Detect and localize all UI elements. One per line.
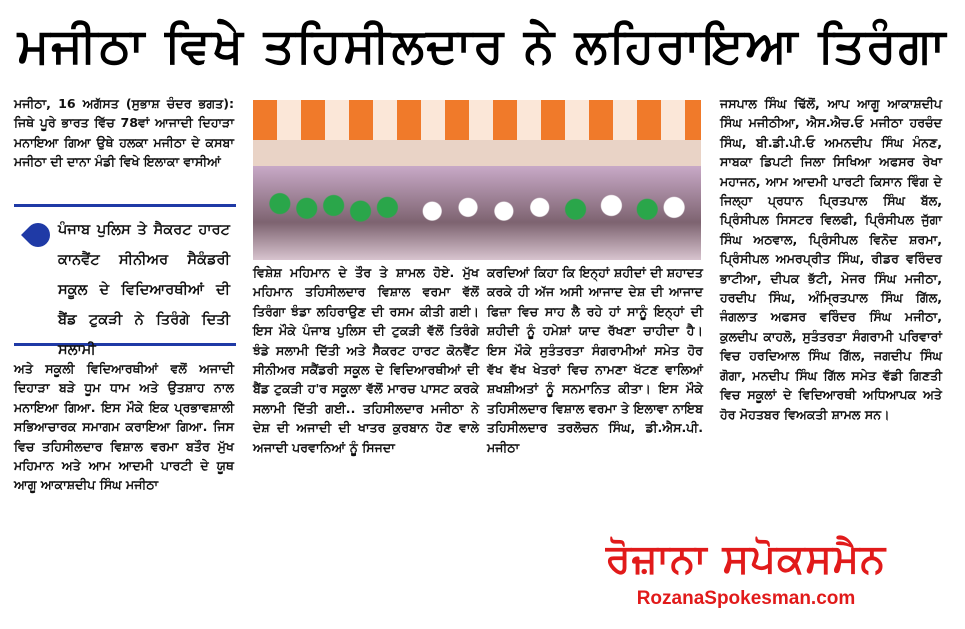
article-paragraph: ਅਤੇ ਸਕੂਲੀ ਵਿਦਿਆਰਥੀਆਂ ਵਲੋਂ ਅਜਾਦੀ ਦਿਹਾੜਾ ਬੜੇ ਧੂਮ ਧਾਮ ਅਤੇ ਉਤਸ਼ਾਹ ਨਾਲ ਮਨਾਇਆ ਗਿਆ. ਇਸ ਮੌਕੇ ਇਕ ਪ੍ਰਭਾਵਸ਼ਾਲੀ ਸਭਿਆਚਾਰਕ ਸਮਾਗਮ ਕਰਾਇਆ ਗਿਆ. ਜਿਸ ਵਿਚ ਤਹਿਸੀਲਦਾਰ ਵਿਸ਼ਾਲ ਵਰਮਾ ਬਤੌਰ ਮੁੱਖ ਮਹਿਮਾਨ ਅਤੇ ਆਮ ਆਦਮੀ ਪਾਰਟੀ ਦੇ ਯੂਥ ਆਗੂ ਆਕਾਸ਼ਦੀਪ ਸਿੰਘ ਮਜੀਠਾ xyxy=(14,361,234,493)
article-paragraph: ਮਜੀਠਾ, 16 ਅਗੱਸਤ (ਸੁਭਾਸ਼ ਚੰਦਰ ਭਗਤ): ਜਿਥੇ ਪੂਰੇ ਭਾਰਤ ਵਿੱਚ 78ਵਾਂ ਆਜਾਦੀ ਦਿਹਾੜਾ ਮਨਾਇਆ ਗਿਆ ਉਥੇ ਹਲਕਾ ਮਜੀਠਾ ਦੇ ਕਸਬਾ ਮਜੀਠਾ ਦੀ ਦਾਨਾ ਮੰਡੀ ਵਿਖੇ ਇਲਾਕਾ ਵਾਸੀਆਂ xyxy=(14,96,234,170)
article-paragraph: ਜਸਪਾਲ ਸਿੰਘ ਢਿੱਲੋਂ, ਆਪ ਆਗੂ ਆਕਾਸ਼ਦੀਪ ਸਿੰਘ ਮਜੀਠੀਆ, ਐਸ.ਐਚ.ਓ ਮਜੀਠਾ ਹਰਚੰਦ ਸਿੰਘ, ਬੀ.ਡੀ.ਪੀ.ਓ ਅਮਨਦੀਪ ਸਿੰਘ ਮੰਨਣ, ਸਾਬਕਾ ਡਿਪਟੀ ਜਿਲਾ ਸਿਖਿਆ ਅਫਸਰ ਰੇਖਾ ਮਹਾਜਨ, ਆਮ ਆਦਮੀ ਪਾਰਟੀ ਕਿਸਾਨ ਵਿੰਗ ਦੇ ਜਿਲ੍ਹਾ ਪ੍ਰਧਾਨ ਪ੍ਰਿਤਪਾਲ ਸਿੰਘ ਬੱਲ, ਪ੍ਰਿੰਸੀਪਲ ਸਿਸਟਰ ਵਿਲਫੀ, ਪ੍ਰਿੰਸੀਪਲ ਜੁੱਗਾ ਸਿੰਘ ਅਠਵਾਲ, ਪ੍ਰਿੰਸੀਪਲ ਵਿਨੋਦ ਸ਼ਰਮਾ, ਪ੍ਰਿੰਸੀਪਲ ਅਮਰਪ੍ਰੀਤ ਸਿੰਘ, ਰੀਡਰ ਵਰਿੰਦਰ ਭਾਟੀਆ, ਦੀਪਕ ਭੱਟੀ, ਮੇਜਰ ਸਿੰਘ ਮਜੀਠਾ, ਹਰਦੀਪ ਸਿੰਘ, ਅੰਮ੍ਰਿਤਪਾਲ ਸਿੰਘ ਗਿੱਲ, ਜੰਗਲਾਤ ਅਫਸਰ ਵਰਿੰਦਰ ਸਿੰਘ ਮਜੀਠਾ, ਕੁਲਦੀਪ ਕਾਹਲੋ, ਸੁਤੰਤਰਤਾ ਸੰਗਰਾਮੀ ਪਰਿਵਾਰਾਂ ਵਿਚ ਹਰਦਿਆਲ ਸਿੰਘ ਗਿੱਲ, ਜਗਦੀਪ ਸਿੰਘ ਗੋਗਾ, ਮਨਦੀਪ ਸਿੰਘ ਗਿੱਲ ਸਮੇਤ ਵੱਡੀ ਗਿਣਤੀ ਵਿਚ ਸਕੂਲਾਂ ਦੇ ਵਿਦਿਆਰਥੀ ਅਧਿਆਪਕ ਅਤੇ ਹੋਰ ਮੋਹਤਬਰ ਵਿਅਕਤੀ ਸ਼ਾਮਲ ਸਨ। xyxy=(720,96,942,422)
highlight-blurb xyxy=(14,204,236,358)
headline: ਮਜੀਠਾ ਵਿਖੇ ਤਹਿਸੀਲਦਾਰ ਨੇ ਲਹਿਰਾਇਆ ਤਿਰੰਗਾ xyxy=(17,18,948,74)
masthead-url: RozanaSpokesman.com xyxy=(636,588,856,609)
masthead-logo: ਰੋਜ਼ਾਨਾ ਸਪੋਕਸਮੈਨ xyxy=(605,536,887,582)
article-paragraph: ਵਿਸ਼ੇਸ਼ ਮਹਿਮਾਨ ਦੇ ਤੌਰ ਤੇ ਸ਼ਾਮਲ ਹੋਏ. ਮੁੱਖ ਮਹਿਮਾਨ ਤਹਿਸੀਲਦਾਰ ਵਿਸ਼ਾਲ ਵਰਮਾ ਵੱਲੋਂ ਤਿਰੰਗਾ ਝੰਡਾ ਲਹਿਰਾਉਣ ਦੀ ਰਸਮ ਕੀਤੀ ਗਈ। ਇਸ ਮੌਕੇ ਪੰਜਾਬ ਪੁਲਿਸ ਦੀ ਟੁਕੜੀ ਵੱਲੋਂ ਤਿਰੰਗੇ ਝੰਡੇ ਸਲਾਮੀ ਦਿੱਤੀ ਅਤੇ ਸੈਕਰਟ ਹਾਰਟ ਕੋਨਵੈਂਟ ਸੀਨੀਅਰ ਸਕੈਂਡਰੀ ਸਕੂਲ ਦੇ ਵਿਦਿਆਰਥੀਆਂ ਦੀ ਬੈਂਡ ਟੁਕੜੀ ਹ'ਰ ਸਕੂਲਾ ਵੱਲੋਂ ਮਾਰਚ ਪਾਸਟ ਕਰਕੇ ਸਲਾਮੀ ਦਿੱਤੀ ਗਈ.. ਤਹਿਸੀਲਦਾਰ ਮਜੀਠਾ ਨੇ ਦੇਸ਼ ਦੀ ਅਜਾਦੀ ਦੀ ਖਾਤਰ ਕੁਰਬਾਨ ਹੋਣ ਵਾਲੇ ਅਜਾਦੀ ਪਰਵਾਨਿਆਂ ਨੂੰ ਸਿਜਦਾ xyxy=(253,265,479,455)
photo-canopy xyxy=(253,100,701,140)
article-column-1-bottom xyxy=(14,359,234,495)
article-paragraph: ਕਰਦਿਆਂ ਕਿਹਾ ਕਿ ਇਨ੍ਹਾਂ ਸ਼ਹੀਦਾਂ ਦੀ ਸ਼ਹਾਦਤ ਕਰਕੇ ਹੀ ਅੱਜ ਅਸੀ ਆਜਾਦ ਦੇਸ਼ ਦੀ ਆਜਾਦ ਫਿਜ਼ਾ ਵਿਚ ਸਾਹ ਲੈ ਰਹੇ ਹਾਂ ਸਾਨੂੰ ਇਨ੍ਹਾਂ ਦੀ ਸ਼ਹੀਦੀ ਨੂੰ ਹਮੇਸ਼ਾਂ ਯਾਦ ਰੱਖਣਾ ਚਾਹੀਦਾ ਹੈ। ਇਸ ਮੌਕੇ ਸੁਤੰਤਰਤਾ ਸੰਗਰਾਮੀਆਂ ਸਮੇਤ ਹੋਰ ਵੱਖ ਵੱਖ ਖੇਤਰਾਂ ਵਿਚ ਨਾਮਣਾ ਖੱਟਣ ਵਾਲਿਆਂ ਸ਼ਖਸ਼ੀਅਤਾਂ ਨੂੰ ਸਨਮਾਨਿਤ ਕੀਤਾ। ਇਸ ਮੌਕੇ ਤਹਿਸੀਲਦਾਰ ਵਿਸ਼ਾਲ ਵਰਮਾ ਤੇ ਇਲਾਵਾ ਨਾਇਬ ਤਹਿਸੀਲਦਾਰ ਤਰਲੋਚਨ ਸਿੰਘ, ਡੀ.ਐਸ.ਪੀ. ਮਜੀਠਾ xyxy=(487,265,703,455)
location-pin-icon xyxy=(21,218,55,252)
highlight-blurb-text: ਪੰਜਾਬ ਪੁਲਿਸ ਤੇ ਸੈਕਰਟ ਹਾਰਟ ਕਾਨਵੈਂਟ ਸੀਨੀਅਰ ਸੈਕੰਡਰੀ ਸਕੂਲ ਦੇ ਵਿਦਿਆਰਥੀਆਂ ਦੀ ਬੈਂਡ ਟੁਕੜੀ ਨੇ ਤਿਰੰਗੇ ਦਿਤੀ ਸਲਾਮੀ xyxy=(58,221,230,358)
article-column-1-top xyxy=(14,94,234,172)
article-column-4 xyxy=(720,94,942,424)
photo-group xyxy=(253,166,701,260)
article-column-3 xyxy=(487,263,703,457)
article-column-2 xyxy=(253,263,479,457)
news-photo xyxy=(253,100,701,260)
